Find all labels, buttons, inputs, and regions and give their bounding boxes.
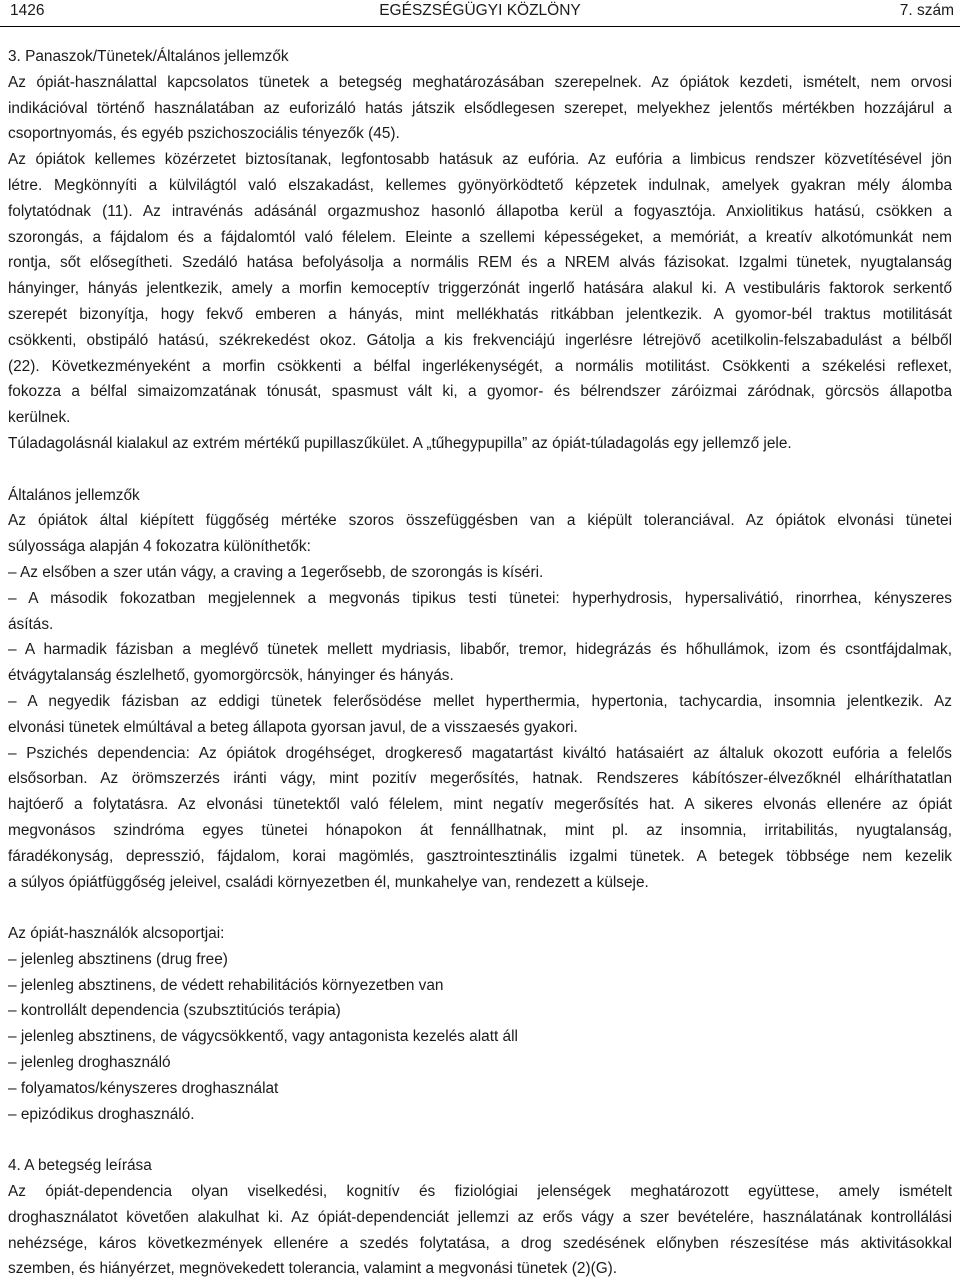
text-line: Az ópiátok kellemes közérzetet biztosítanak, legfontosabb hatásuk az eufória. Az eufória a limbicus rendszer közvetítésével jön [8,151,952,169]
text-line: szorongás, a fájdalom és a fájdalomtól való félelem. Eleinte a szellemi képességeket, a memóriát, a kreatív alkotómunkát nem [8,228,952,246]
text-line: – jelenleg absztinens, de vágycsökkentő, vagy antagonista kezelés alatt áll [8,1028,518,1046]
text-line: 4. A betegség leírása [8,1157,152,1175]
text-line: elvonási tünetek elmúltával a beteg állapota gyorsan javul, de a visszaesés gyakori. [8,718,578,736]
text-line: elsősorban. Az örömszerzés iránti vágy, mint pozitív megerősítés, hatnak. Rendszeres kábítószer-élvezőknél elháríthatatlan [8,770,952,788]
text-line: nehézsége, káros következmények ellenére a szedés folytatása, a drog szedésének előnyben részesítése más aktivitásokkal [8,1234,952,1252]
text-line: (22). Következményeként a morfin csökkenti a bélfal ingerlékenységét, a normális motilitást. Csökkenti a székelési reflexet, [8,357,952,375]
text-line: – jelenleg absztinens, de védett rehabilitációs környezetben van [8,976,444,994]
text-line: droghasználatot követően alakulhat ki. Az ópiát-dependenciát jellemzi az erős vágy a szer bevételére, használatának kontrollálási [8,1208,952,1226]
paragraph-spacer [8,457,952,483]
paragraph-spacer [8,1127,952,1153]
text-line: – A második fokozatban megjelennek a megvonás tipikus testi tünetei: hyperhydrosis, hypersalivátió, rinorrhea, kényszeres [8,589,952,607]
text-line: 3. Panaszok/Tünetek/Általános jellemzők [8,48,289,65]
text-line: fáradékonyság, depresszió, fájdalom, korai magömlés, gasztrointesztinális izgalmi tünetek. A betegek többsége nem kezelik [8,847,952,865]
text-line: – A negyedik fázisban az eddigi tünetek felerősödése mellet hyperthermia, hypertonia, tachycardia, insomnia jelentkezik. Az [8,692,952,710]
paragraph-spacer [8,895,952,921]
text-line: – epizódikus droghasználó. [8,1105,195,1123]
text-line: – jelenleg droghasználó [8,1054,171,1072]
text-line: súlyossága alapján 4 fokozatra különíthetők: [8,538,311,556]
text-line: Az ópiát-használók alcsoportjai: [8,925,225,943]
header-rule [0,26,960,27]
text-line: – jelenleg absztinens (drug free) [8,950,228,968]
text-line: étvágytalanság észlelhető, gyomorgörcsök, hányinger és hányás. [8,667,454,685]
text-line: hányinger, hányás jelentkezik, amely a morfin kemoceptív triggerzónát ingerlő hatására alakul ki. A vestibuláris faktorok serkentő [8,280,952,298]
text-line: rontja, sőt elősegítheti. Szedáló hatása befolyásolja a normális REM és a NREM alvás fázisokat. Izgalmi tünetek, nyugtalanság [8,254,952,272]
text-line: folytatódnak (11). Az intravénás adásánál orgazmushoz hasonló állapotba kerül a fogyasztója. Anxiolitikus hatású, csökken a [8,202,952,220]
journal-title: EGÉSZSÉGÜGYI KÖZLÖNY [379,2,581,19]
text-line: Az ópiát-használattal kapcsolatos tünetek a betegség meghatározásában szerepelnek. Az ópiátok kezdeti, ismételt, nem orvosi [8,73,952,91]
text-line: – Pszichés dependencia: Az ópiátok drogéhséget, drogkereső magatartást kiváltó hatásaiért az általuk okozott eufória a felelős [8,744,952,762]
text-line: Az ópiátok által kiépített függőség mértéke szoros összefüggésben van a kiépült toleranciával. Az ópiátok elvonási tünetei [8,512,952,530]
text-line: szerepét bizonyítja, hogy fekvő emberen a hányás, mint mellékhatás ritkábban jelentkezik. A gyomor-bél traktus motilitását [8,305,952,323]
text-line: – folyamatos/kényszeres droghasználat [8,1079,279,1097]
text-line: csökkenti, obstipáló hatású, székrekedést okoz. Gátolja a kis frekvenciájú ingerlésre létrejövő acetilkolin-felszabadulást a bélből [8,331,952,349]
text-line: a súlyos ópiátfüggőség jeleivel, családi környezetben él, munkahelye van, rendezett a külseje. [8,873,649,891]
text-line: ásítás. [8,615,54,633]
text-line: kerülnek. [8,409,71,427]
text-line: – A harmadik fázisban a meglévő tünetek mellett mydriasis, libabőr, tremor, hidegrázás és hőhullámok, izom és csontfájdalmak, [8,641,952,659]
text-line: szemben, és hiányérzet, megnövekedett tolerancia, valamint a megvonási tünetek (2)(G). [8,1260,618,1278]
issue-number: 7. szám [899,2,954,19]
text-line: megvonásos szindróma egyes tünetei hónapokon át fennállhatnak, mint pl. az insomnia, irritabilitás, nyugtalanság, [8,821,952,839]
text-line: Túladagolásnál kialakul az extrém mértékű pupillaszűkület. A „tűhegypupilla” az ópiát-túladagolás egy jellemző jele. [8,434,792,452]
text-line: indikációval történő használatában az euforizáló hatás játszik elsődlegesen szerepet, melyekhez jelentős mértékben hozzájárul a [8,99,952,117]
text-line: csoportnyomás, és egyéb pszichoszociális tényezők (45). [8,125,400,143]
text-line: – kontrollált dependencia (szubsztitúciós terápia) [8,1002,341,1020]
text-line: hajtóerő a folytatásra. Az elvonási tünetektől való félelem, mint negatív megerősítés hat. A sikeres elvonás ellenére az ópiát [8,796,952,814]
text-line: Általános jellemzők [8,486,140,504]
text-line: létre. Megkönnyíti a külvilágtól való elszakadást, kellemes gyönyörködtető képzetek indulnak, amelyek gyakran mély álomba [8,176,952,194]
text-line: – Az elsőben a szer után vágy, a craving a 1egerősebb, de szorongás is kíséri. [8,563,544,581]
text-line: fokozza a bélfal simaizomzatának tónusát, spasmust vált ki, a gyomor- és bélrendszer záróizmai záródnak, görcsös állapotba [8,383,952,401]
page-header [0,0,960,26]
page-number: 1426 [10,2,45,19]
text-line: Az ópiát-dependencia olyan viselkedési, kognitív és fiziológiai jelenségek meghatározott együttese, amely ismételt [8,1183,952,1201]
document-body [8,44,952,1282]
